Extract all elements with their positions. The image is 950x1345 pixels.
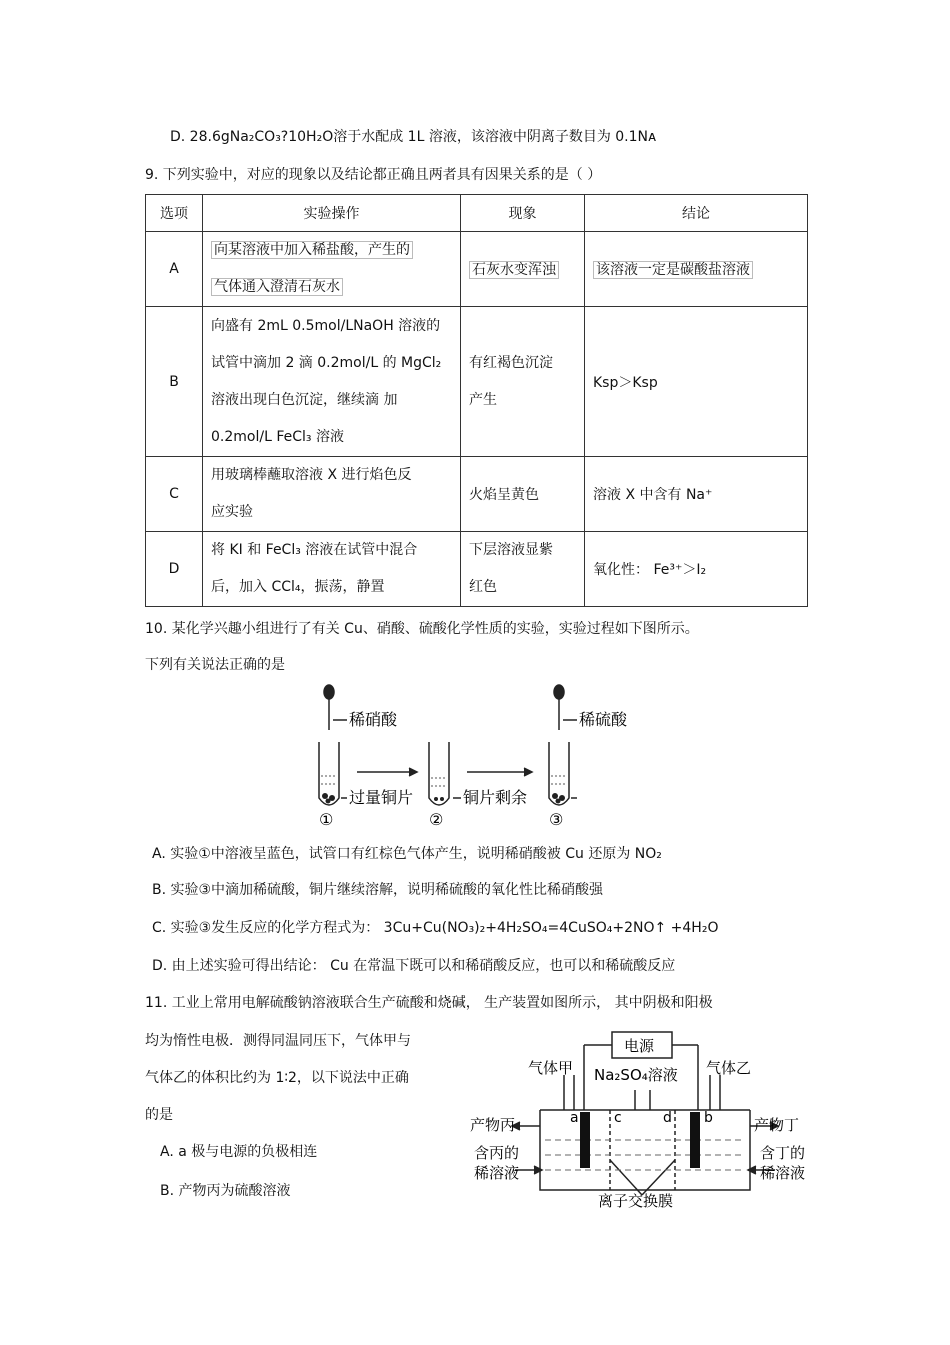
inlet2-label-2: 稀溶液 xyxy=(760,1164,806,1182)
phenomenon-text: 火焰呈黄色 xyxy=(461,457,585,532)
q8-option-d: D. 28.6gNa₂CO₃?10H₂O溶于水配成 1L 溶液，该溶液中阴离子数目为 0.1Nᴀ xyxy=(170,129,657,145)
q10-option-d: D. 由上述实验可得出结论： Cu 在常温下既可以和稀硝酸反应，也可以和稀硫酸反应 xyxy=(152,958,676,974)
product1-label: 产物丙 xyxy=(470,1116,516,1134)
phenomenon-text: 红色 xyxy=(469,579,497,595)
phenomenon-text: 石灰水变浑浊 xyxy=(469,261,559,279)
q11-option-a: A. a 极与电源的负极相连 xyxy=(160,1144,318,1160)
copper1-label: 过量铜片 xyxy=(349,788,414,807)
q11-stem: 11. 工业上常用电解硫酸钠溶液联合生产硫酸和烧碱， 生产装置如图所示， 其中阴极和阳极 xyxy=(145,995,713,1011)
header-conclusion: 结论 xyxy=(585,195,808,232)
table-row xyxy=(146,457,808,532)
q10-option-c: C. 实验③发生反应的化学方程式为： 3Cu+Cu(NO₃)₂+4H₂SO₄=4CuSO₄+2NO↑ +4H₂O xyxy=(152,920,719,936)
q9-stem: 9. 下列实验中，对应的现象以及结论都正确且两者具有因果关系的是（ ） xyxy=(145,167,602,183)
conclusion-text: 该溶液一定是碳酸盐溶液 xyxy=(593,261,753,279)
table-row xyxy=(146,532,808,607)
header-option: 选项 xyxy=(146,195,203,232)
product2-label: 产物丁 xyxy=(754,1116,800,1134)
q10-stem: 10. 某化学兴趣小组进行了有关 Cu、硝酸、硫酸化学性质的实验，实验过程如下图所示。 xyxy=(145,621,699,637)
operation-text: 0.2mol/L FeCl₃ 溶液 xyxy=(211,428,344,445)
q11-stem-4: 的是 xyxy=(145,1107,173,1123)
operation-text: 应实验 xyxy=(211,504,253,520)
membrane-label: 离子交换膜 xyxy=(598,1192,674,1210)
electrode-b-label: b xyxy=(704,1110,713,1126)
acid1-label: 稀硝酸 xyxy=(349,710,398,729)
electrolysis-figure xyxy=(470,1030,815,1210)
operation-text: 试管中滴加 2 滴 0.2mol/L 的 MgCl₂ xyxy=(211,354,442,371)
tube1-number: ① xyxy=(319,810,334,829)
conclusion-text: Ksp＞Ksp xyxy=(585,307,808,457)
tube3-number: ③ xyxy=(549,810,564,829)
q10-option-b: B. 实验③中滴加稀硫酸，铜片继续溶解，说明稀硫酸的氧化性比稀硝酸强 xyxy=(152,882,604,898)
operation-text: 向某溶液中加入稀盐酸，产生的 xyxy=(211,241,413,259)
power-label: 电源 xyxy=(624,1037,655,1055)
test-tube-figure xyxy=(305,680,645,830)
table-row xyxy=(146,232,808,307)
table-row xyxy=(146,307,808,457)
conclusion-text: 氧化性： Fe³⁺＞I₂ xyxy=(585,532,808,607)
operation-text: 气体通入澄清石灰水 xyxy=(211,278,343,296)
operation-text: 用玻璃棒蘸取溶液 X 进行焰色反 xyxy=(211,467,412,483)
copper2-label: 铜片剩余 xyxy=(463,788,528,807)
membrane-c-label: c xyxy=(614,1110,622,1126)
option-cell: C xyxy=(146,457,203,532)
solution-label: Na₂SO₄溶液 xyxy=(594,1066,678,1084)
inlet2-label-1: 含丁的 xyxy=(760,1144,806,1162)
acid2-label: 稀硫酸 xyxy=(579,710,628,729)
tube2-number: ② xyxy=(429,810,444,829)
option-cell: D xyxy=(146,532,203,607)
phenomenon-text: 产生 xyxy=(469,391,497,408)
phenomenon-text: 有红褐色沉淀 xyxy=(469,354,553,371)
inlet1-label-2: 稀溶液 xyxy=(474,1164,520,1182)
header-phenomenon: 现象 xyxy=(461,195,585,232)
header-operation: 实验操作 xyxy=(203,195,461,232)
q10-stem-cont: 下列有关说法正确的是 xyxy=(145,657,285,673)
operation-text: 向盛有 2mL 0.5mol/LNaOH 溶液的 xyxy=(211,317,441,334)
phenomenon-text: 下层溶液显紫 xyxy=(469,542,553,558)
operation-text: 溶液出现白色沉淀，继续滴 加 xyxy=(211,391,398,408)
operation-text: 后，加入 CCl₄，振荡，静置 xyxy=(211,579,385,595)
option-cell: B xyxy=(146,307,203,457)
operation-text: 将 KI 和 FeCl₃ 溶液在试管中混合 xyxy=(211,542,418,558)
q11-stem-2: 均为惰性电极．测得同温同压下，气体甲与 xyxy=(145,1033,411,1049)
gas1-label: 气体甲 xyxy=(528,1059,574,1077)
electrode-a-label: a xyxy=(570,1110,579,1126)
q11-stem-3: 气体乙的体积比约为 1∶2，以下说法中正确 xyxy=(145,1070,409,1086)
conclusion-text: 溶液 X 中含有 Na⁺ xyxy=(585,457,808,532)
membrane-d-label: d xyxy=(663,1110,672,1126)
q11-option-b: B. 产物丙为硫酸溶液 xyxy=(160,1183,291,1199)
q10-option-a: A. 实验①中溶液呈蓝色，试管口有红棕色气体产生，说明稀硝酸被 Cu 还原为 NO₂ xyxy=(152,846,662,862)
inlet1-label-1: 含丙的 xyxy=(474,1144,520,1162)
option-cell: A xyxy=(146,232,203,307)
q9-table xyxy=(145,194,808,607)
gas2-label: 气体乙 xyxy=(706,1059,752,1077)
